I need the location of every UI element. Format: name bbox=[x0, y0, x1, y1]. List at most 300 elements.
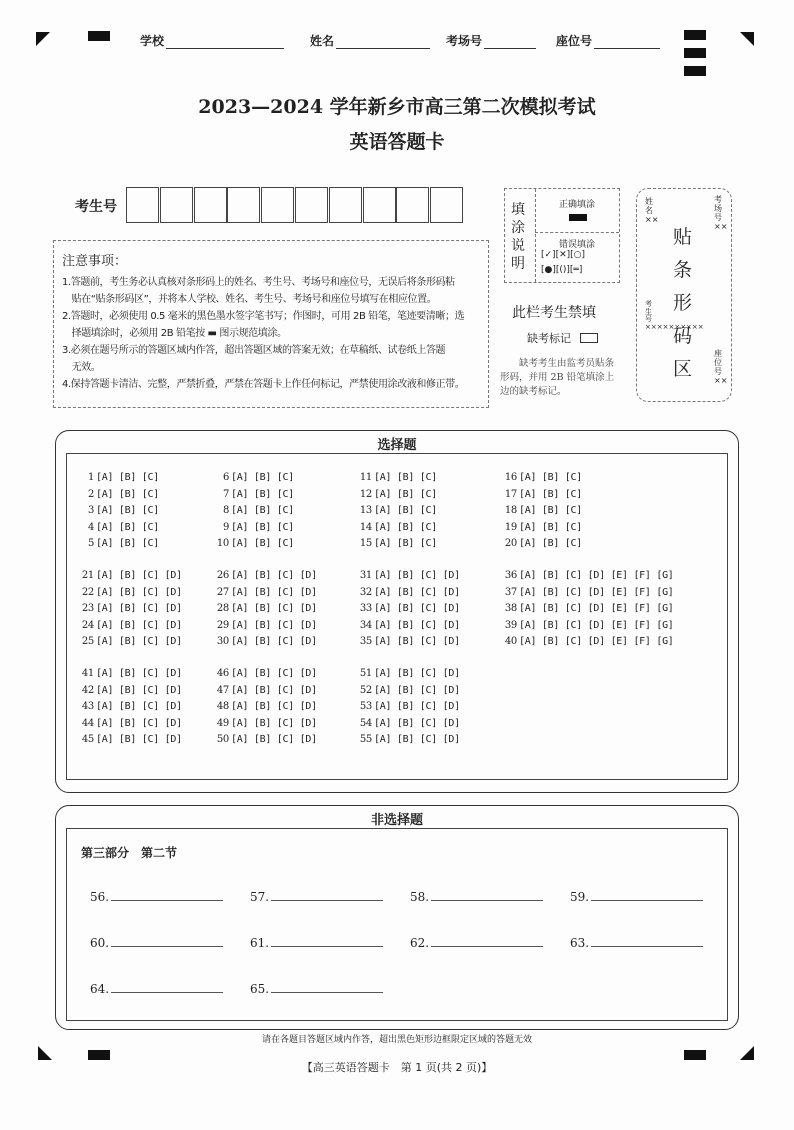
question-22 bbox=[78, 587, 188, 598]
option-bubble-b[interactable]: [B] bbox=[396, 586, 420, 598]
candidate-id-digit-box[interactable] bbox=[295, 187, 328, 223]
option-bubble-a[interactable]: [A] bbox=[96, 505, 119, 516]
option-bubble-c[interactable]: [C] bbox=[276, 701, 300, 712]
question-number: 48 bbox=[216, 701, 229, 712]
option-bubble-c[interactable]: [C] bbox=[564, 586, 588, 598]
option-bubble-a[interactable]: [A] bbox=[231, 472, 254, 483]
option-bubble-b[interactable]: [B] bbox=[396, 570, 420, 581]
option-bubble-b[interactable]: [B] bbox=[253, 538, 277, 549]
option-bubble-b[interactable]: [B] bbox=[541, 505, 565, 516]
option-bubble-b[interactable]: [B] bbox=[396, 668, 420, 679]
option-bubble-d[interactable]: [D] bbox=[299, 603, 323, 614]
candidate-id-digit-box[interactable] bbox=[126, 187, 159, 223]
option-bubble-c[interactable]: [C] bbox=[419, 734, 443, 745]
option-bubble-a[interactable]: [A] bbox=[231, 521, 254, 533]
option-bubble-b[interactable]: [B] bbox=[118, 717, 142, 729]
question-number: 42 bbox=[81, 684, 94, 696]
option-bubble-a[interactable]: [A] bbox=[96, 488, 119, 500]
option-bubble-c[interactable]: [C] bbox=[276, 734, 300, 745]
option-bubble-d[interactable]: [D] bbox=[442, 717, 466, 729]
option-bubble-c[interactable]: [C] bbox=[141, 538, 165, 549]
fill-guide bbox=[504, 188, 620, 283]
blank-number: 64. bbox=[90, 982, 110, 996]
answer-line[interactable] bbox=[111, 992, 223, 993]
option-bubble-b[interactable]: [B] bbox=[253, 668, 277, 679]
candidate-id-label: 考生号 bbox=[75, 199, 117, 215]
barcode-label: 贴条形码区 bbox=[673, 226, 693, 380]
answer-line[interactable] bbox=[111, 946, 223, 947]
absent-heading: 此栏考生禁填 bbox=[512, 305, 596, 321]
answer-blank-59[interactable] bbox=[570, 890, 703, 904]
option-bubble-a[interactable]: [A] bbox=[231, 505, 254, 516]
option-bubble-c[interactable]: [C] bbox=[276, 619, 300, 631]
option-bubble-c[interactable]: [C] bbox=[141, 521, 165, 533]
option-bubble-b[interactable]: [B] bbox=[118, 488, 142, 500]
option-bubble-c[interactable]: [C] bbox=[276, 521, 300, 533]
option-bubble-c[interactable]: [C] bbox=[141, 717, 165, 729]
option-bubble-d[interactable]: [D] bbox=[442, 684, 466, 696]
option-bubble-c[interactable]: [C] bbox=[276, 636, 300, 647]
option-bubble-c[interactable]: [C] bbox=[276, 668, 300, 679]
option-bubble-a[interactable]: [A] bbox=[231, 668, 254, 679]
option-bubble-d[interactable]: [D] bbox=[587, 636, 611, 647]
notes-item: 3.必须在题号所示的答题区域内作答，超出答题区域的答案无效；在草稿纸、试卷纸上答题 bbox=[62, 345, 446, 356]
option-bubble-a[interactable]: [A] bbox=[231, 488, 254, 500]
option-bubble-c[interactable]: [C] bbox=[276, 684, 300, 696]
option-bubble-d[interactable]: [D] bbox=[442, 668, 466, 679]
field-label: 考场号 bbox=[446, 34, 483, 48]
option-bubble-a[interactable]: [A] bbox=[96, 668, 119, 679]
question-number: 33 bbox=[359, 603, 372, 614]
option-bubble-c[interactable]: [C] bbox=[141, 505, 165, 516]
option-bubble-d[interactable]: [D] bbox=[164, 570, 188, 581]
option-bubble-b[interactable]: [B] bbox=[253, 619, 277, 631]
barcode-name: 姓名×× bbox=[645, 197, 659, 224]
option-bubble-a[interactable]: [A] bbox=[374, 619, 397, 631]
option-bubble-b[interactable]: [B] bbox=[118, 684, 142, 696]
option-bubble-c[interactable]: [C] bbox=[419, 717, 443, 729]
school-field[interactable] bbox=[140, 32, 284, 49]
option-bubble-d[interactable]: [D] bbox=[164, 668, 188, 679]
option-bubble-c[interactable]: [C] bbox=[276, 472, 300, 483]
answer-blank-62[interactable] bbox=[410, 936, 543, 950]
option-bubble-c[interactable]: [C] bbox=[564, 488, 588, 500]
option-bubble-b[interactable]: [B] bbox=[396, 521, 420, 533]
option-bubble-b[interactable]: [B] bbox=[396, 701, 420, 712]
option-bubble-b[interactable]: [B] bbox=[118, 570, 142, 581]
option-bubble-d[interactable]: [D] bbox=[164, 619, 188, 631]
part-label: 第三部分 第二节 bbox=[81, 846, 178, 860]
notes-item: 4.保持答题卡清洁、完整，严禁折叠，严禁在答题卡上作任何标记，严禁使用涂改液和修正带。 bbox=[62, 379, 465, 390]
timing-mark bbox=[88, 31, 110, 41]
option-bubble-d[interactable]: [D] bbox=[164, 586, 188, 598]
question-31 bbox=[356, 570, 466, 581]
option-bubble-b[interactable]: [B] bbox=[253, 636, 277, 647]
option-bubble-b[interactable]: [B] bbox=[118, 505, 142, 516]
option-bubble-d[interactable]: [D] bbox=[164, 734, 188, 745]
option-bubble-c[interactable]: [C] bbox=[419, 603, 443, 614]
option-bubble-a[interactable]: [A] bbox=[96, 538, 119, 549]
option-bubble-c[interactable]: [C] bbox=[141, 570, 165, 581]
option-bubble-b[interactable]: [B] bbox=[396, 505, 420, 516]
option-bubble-b[interactable]: [B] bbox=[118, 734, 142, 745]
option-bubble-d[interactable]: [D] bbox=[442, 734, 466, 745]
option-bubble-a[interactable]: [A] bbox=[374, 701, 397, 712]
option-bubble-c[interactable]: [C] bbox=[564, 521, 588, 533]
option-bubble-d[interactable]: [D] bbox=[442, 570, 466, 581]
option-bubble-d[interactable]: [D] bbox=[299, 684, 323, 696]
question-5 bbox=[78, 538, 165, 549]
answer-blank-65[interactable] bbox=[250, 982, 383, 996]
option-bubble-c[interactable]: [C] bbox=[419, 570, 443, 581]
option-bubble-b[interactable]: [B] bbox=[253, 734, 277, 745]
option-bubble-g[interactable]: [G] bbox=[656, 570, 680, 581]
option-bubble-c[interactable]: [C] bbox=[419, 684, 443, 696]
option-bubble-c[interactable]: [C] bbox=[141, 619, 165, 631]
answer-blank-57[interactable] bbox=[250, 890, 383, 904]
question-number: 21 bbox=[81, 570, 94, 581]
option-bubble-b[interactable]: [B] bbox=[396, 603, 420, 614]
option-bubble-d[interactable]: [D] bbox=[299, 717, 323, 729]
option-bubble-a[interactable]: [A] bbox=[231, 734, 254, 745]
option-bubble-b[interactable]: [B] bbox=[541, 488, 565, 500]
option-bubble-a[interactable]: [A] bbox=[519, 570, 542, 581]
option-bubble-d[interactable]: [D] bbox=[299, 619, 323, 631]
option-bubble-d[interactable]: [D] bbox=[587, 603, 611, 614]
option-bubble-f[interactable]: [F] bbox=[633, 586, 657, 598]
option-bubble-a[interactable]: [A] bbox=[519, 505, 542, 516]
candidate-id-digit-box[interactable] bbox=[363, 187, 396, 223]
candidate-id-digit-box[interactable] bbox=[160, 187, 193, 223]
option-bubble-g[interactable]: [G] bbox=[656, 636, 680, 647]
option-bubble-c[interactable]: [C] bbox=[276, 538, 300, 549]
option-bubble-b[interactable]: [B] bbox=[541, 586, 565, 598]
option-bubble-b[interactable]: [B] bbox=[396, 684, 420, 696]
option-bubble-c[interactable]: [C] bbox=[276, 488, 300, 500]
option-bubble-g[interactable]: [G] bbox=[656, 619, 680, 631]
option-bubble-b[interactable]: [B] bbox=[396, 717, 420, 729]
option-bubble-c[interactable]: [C] bbox=[419, 586, 443, 598]
candidate-id-digit-box[interactable] bbox=[194, 187, 227, 223]
option-bubble-d[interactable]: [D] bbox=[164, 603, 188, 614]
option-bubble-d[interactable]: [D] bbox=[442, 603, 466, 614]
option-bubble-b[interactable]: [B] bbox=[253, 505, 277, 516]
question-4 bbox=[78, 522, 165, 533]
option-bubble-f[interactable]: [F] bbox=[633, 603, 657, 614]
question-number: 10 bbox=[216, 538, 229, 549]
option-bubble-a[interactable]: [A] bbox=[519, 521, 542, 533]
option-bubble-a[interactable]: [A] bbox=[374, 636, 397, 647]
absent-mark-checkbox[interactable] bbox=[580, 333, 598, 343]
candidate-id-digit-box[interactable] bbox=[396, 187, 429, 223]
option-bubble-c[interactable]: [C] bbox=[141, 586, 165, 598]
answer-line[interactable] bbox=[271, 946, 383, 947]
option-bubble-c[interactable]: [C] bbox=[419, 472, 443, 483]
option-bubble-c[interactable]: [C] bbox=[419, 619, 443, 631]
option-bubble-b[interactable]: [B] bbox=[541, 603, 565, 614]
option-bubble-a[interactable]: [A] bbox=[231, 717, 254, 729]
option-bubble-c[interactable]: [C] bbox=[141, 701, 165, 712]
question-number: 22 bbox=[81, 586, 94, 598]
option-bubble-d[interactable]: [D] bbox=[299, 586, 323, 598]
candidate-id-digit-box[interactable] bbox=[261, 187, 294, 223]
question-15 bbox=[356, 538, 443, 549]
option-bubble-d[interactable]: [D] bbox=[299, 701, 323, 712]
option-bubble-e[interactable]: [E] bbox=[610, 619, 634, 631]
question-number: 45 bbox=[81, 734, 94, 745]
option-bubble-c[interactable]: [C] bbox=[564, 603, 588, 614]
option-bubble-g[interactable]: [G] bbox=[656, 586, 680, 598]
option-bubble-b[interactable]: [B] bbox=[253, 717, 277, 729]
option-bubble-d[interactable]: [D] bbox=[164, 717, 188, 729]
option-bubble-a[interactable]: [A] bbox=[96, 734, 119, 745]
option-bubble-a[interactable]: [A] bbox=[519, 619, 542, 631]
option-bubble-b[interactable]: [B] bbox=[396, 538, 420, 549]
question-10 bbox=[213, 538, 300, 549]
notes-item: 贴在“贴条形码区”，并将本人学校、姓名、考生号、考场号和座位号填写在相应位置。 bbox=[62, 294, 437, 305]
option-bubble-b[interactable]: [B] bbox=[253, 521, 277, 533]
option-bubble-c[interactable]: [C] bbox=[419, 668, 443, 679]
option-bubble-a[interactable]: [A] bbox=[96, 570, 119, 581]
notes-item: 择题填涂时，必须用 2B 铅笔按 ▬ 图示规范填涂。 bbox=[62, 328, 287, 339]
option-bubble-c[interactable]: [C] bbox=[141, 603, 165, 614]
option-bubble-a[interactable]: [A] bbox=[96, 684, 119, 696]
option-bubble-c[interactable]: [C] bbox=[141, 636, 165, 647]
answer-blank-58[interactable] bbox=[410, 890, 543, 904]
option-bubble-a[interactable]: [A] bbox=[231, 701, 254, 712]
question-number: 40 bbox=[504, 636, 517, 647]
answer-blank-64[interactable] bbox=[90, 982, 223, 996]
answer-line[interactable] bbox=[591, 946, 703, 947]
option-bubble-a[interactable]: [A] bbox=[519, 603, 542, 614]
option-bubble-c[interactable]: [C] bbox=[419, 505, 443, 516]
question-7 bbox=[213, 489, 300, 500]
option-bubble-d[interactable]: [D] bbox=[587, 619, 611, 631]
question-3 bbox=[78, 505, 165, 516]
option-bubble-a[interactable]: [A] bbox=[374, 734, 397, 745]
question-number: 13 bbox=[359, 505, 372, 516]
option-bubble-a[interactable]: [A] bbox=[231, 586, 254, 598]
question-47 bbox=[213, 685, 323, 696]
question-25 bbox=[78, 636, 188, 647]
field-label: 姓名 bbox=[310, 34, 335, 48]
option-bubble-b[interactable]: [B] bbox=[541, 570, 565, 581]
option-bubble-d[interactable]: [D] bbox=[442, 701, 466, 712]
answer-line[interactable] bbox=[271, 900, 383, 901]
option-bubble-b[interactable]: [B] bbox=[396, 636, 420, 647]
option-bubble-a[interactable]: [A] bbox=[231, 619, 254, 631]
option-bubble-c[interactable]: [C] bbox=[564, 619, 588, 631]
option-bubble-a[interactable]: [A] bbox=[96, 717, 119, 729]
option-bubble-b[interactable]: [B] bbox=[118, 472, 142, 483]
seat-field[interactable] bbox=[556, 32, 660, 49]
option-bubble-a[interactable]: [A] bbox=[96, 472, 119, 483]
answer-line[interactable] bbox=[591, 900, 703, 901]
option-bubble-b[interactable]: [B] bbox=[396, 488, 420, 500]
option-bubble-c[interactable]: [C] bbox=[141, 472, 165, 483]
option-bubble-f[interactable]: [F] bbox=[633, 636, 657, 647]
candidate-id-digit-box[interactable] bbox=[329, 187, 362, 223]
answer-blank-56[interactable] bbox=[90, 890, 223, 904]
corner-mark bbox=[36, 32, 50, 46]
option-bubble-c[interactable]: [C] bbox=[564, 636, 588, 647]
question-number: 32 bbox=[359, 586, 372, 598]
option-bubble-c[interactable]: [C] bbox=[419, 538, 443, 549]
option-bubble-a[interactable]: [A] bbox=[374, 684, 397, 696]
option-bubble-a[interactable]: [A] bbox=[231, 538, 254, 549]
question-11 bbox=[356, 472, 443, 483]
option-bubble-b[interactable]: [B] bbox=[396, 472, 420, 483]
option-bubble-c[interactable]: [C] bbox=[564, 472, 588, 483]
option-bubble-d[interactable]: [D] bbox=[164, 684, 188, 696]
option-bubble-a[interactable]: [A] bbox=[231, 570, 254, 581]
question-number: 29 bbox=[216, 619, 229, 631]
option-bubble-b[interactable]: [B] bbox=[253, 570, 277, 581]
blank-number: 63. bbox=[570, 936, 590, 950]
option-bubble-b[interactable]: [B] bbox=[541, 521, 565, 533]
option-bubble-b[interactable]: [B] bbox=[118, 668, 142, 679]
question-24 bbox=[78, 620, 188, 631]
question-number: 8 bbox=[222, 505, 229, 516]
barcode-id: 考生号×××××××××× bbox=[645, 300, 704, 331]
option-bubble-b[interactable]: [B] bbox=[118, 538, 142, 549]
answer-line[interactable] bbox=[111, 900, 223, 901]
answer-line[interactable] bbox=[431, 946, 543, 947]
option-bubble-f[interactable]: [F] bbox=[633, 619, 657, 631]
option-bubble-c[interactable]: [C] bbox=[276, 717, 300, 729]
option-bubble-a[interactable]: [A] bbox=[374, 505, 397, 516]
option-bubble-c[interactable]: [C] bbox=[276, 603, 300, 614]
option-bubble-c[interactable]: [C] bbox=[564, 570, 588, 581]
option-bubble-c[interactable]: [C] bbox=[419, 636, 443, 647]
choice-box bbox=[66, 453, 728, 780]
option-bubble-c[interactable]: [C] bbox=[276, 570, 300, 581]
answer-blank-61[interactable] bbox=[250, 936, 383, 950]
option-bubble-a[interactable]: [A] bbox=[374, 668, 397, 679]
option-bubble-c[interactable]: [C] bbox=[141, 488, 165, 500]
option-bubble-a[interactable]: [A] bbox=[96, 586, 119, 598]
option-bubble-b[interactable]: [B] bbox=[118, 586, 142, 598]
option-bubble-a[interactable]: [A] bbox=[374, 488, 397, 500]
option-bubble-a[interactable]: [A] bbox=[374, 717, 397, 729]
question-number: 11 bbox=[359, 472, 372, 483]
option-bubble-a[interactable]: [A] bbox=[96, 619, 119, 631]
option-bubble-c[interactable]: [C] bbox=[564, 505, 588, 516]
option-bubble-e[interactable]: [E] bbox=[610, 570, 634, 581]
option-bubble-a[interactable]: [A] bbox=[231, 603, 254, 614]
option-bubble-a[interactable]: [A] bbox=[96, 603, 119, 614]
option-bubble-c[interactable]: [C] bbox=[276, 586, 300, 598]
option-bubble-a[interactable]: [A] bbox=[96, 636, 119, 647]
answer-blank-60[interactable] bbox=[90, 936, 223, 950]
option-bubble-a[interactable]: [A] bbox=[374, 538, 397, 549]
option-bubble-a[interactable]: [A] bbox=[519, 488, 542, 500]
option-bubble-b[interactable]: [B] bbox=[253, 586, 277, 598]
option-bubble-c[interactable]: [C] bbox=[419, 488, 443, 500]
option-bubble-e[interactable]: [E] bbox=[610, 586, 634, 598]
option-bubble-a[interactable]: [A] bbox=[519, 472, 542, 483]
corner-mark bbox=[740, 32, 754, 46]
option-bubble-a[interactable]: [A] bbox=[374, 586, 397, 598]
option-bubble-d[interactable]: [D] bbox=[299, 570, 323, 581]
option-bubble-c[interactable]: [C] bbox=[419, 521, 443, 533]
option-bubble-c[interactable]: [C] bbox=[141, 684, 165, 696]
option-bubble-c[interactable]: [C] bbox=[276, 505, 300, 516]
option-bubble-d[interactable]: [D] bbox=[299, 734, 323, 745]
option-bubble-b[interactable]: [B] bbox=[253, 488, 277, 500]
option-bubble-d[interactable]: [D] bbox=[587, 586, 611, 598]
barcode-area bbox=[636, 188, 732, 402]
room-field[interactable] bbox=[446, 32, 536, 49]
option-bubble-b[interactable]: [B] bbox=[541, 472, 565, 483]
option-bubble-b[interactable]: [B] bbox=[118, 701, 142, 712]
option-bubble-b[interactable]: [B] bbox=[541, 636, 565, 647]
option-bubble-b[interactable]: [B] bbox=[396, 619, 420, 631]
question-44 bbox=[78, 718, 188, 729]
option-bubble-b[interactable]: [B] bbox=[118, 603, 142, 614]
option-bubble-b[interactable]: [B] bbox=[541, 538, 565, 549]
option-bubble-b[interactable]: [B] bbox=[253, 472, 277, 483]
option-bubble-c[interactable]: [C] bbox=[141, 668, 165, 679]
option-bubble-a[interactable]: [A] bbox=[519, 538, 542, 549]
option-bubble-a[interactable]: [A] bbox=[374, 603, 397, 614]
option-bubble-a[interactable]: [A] bbox=[231, 636, 254, 647]
option-bubble-a[interactable]: [A] bbox=[96, 521, 119, 533]
option-bubble-d[interactable]: [D] bbox=[442, 586, 466, 598]
option-bubble-b[interactable]: [B] bbox=[396, 734, 420, 745]
question-36 bbox=[501, 570, 679, 581]
option-bubble-b[interactable]: [B] bbox=[253, 701, 277, 712]
candidate-id-digit-box[interactable] bbox=[430, 187, 463, 223]
option-bubble-b[interactable]: [B] bbox=[118, 636, 142, 647]
option-bubble-d[interactable]: [D] bbox=[299, 668, 323, 679]
question-52 bbox=[356, 685, 466, 696]
option-bubble-d[interactable]: [D] bbox=[442, 636, 466, 647]
option-bubble-a[interactable]: [A] bbox=[374, 570, 397, 581]
option-bubble-d[interactable]: [D] bbox=[164, 636, 188, 647]
option-bubble-d[interactable]: [D] bbox=[299, 636, 323, 647]
option-bubble-a[interactable]: [A] bbox=[374, 472, 397, 483]
candidate-id-digit-box[interactable] bbox=[227, 187, 260, 223]
option-bubble-b[interactable]: [B] bbox=[253, 684, 277, 696]
option-bubble-b[interactable]: [B] bbox=[118, 619, 142, 631]
option-bubble-c[interactable]: [C] bbox=[141, 734, 165, 745]
option-bubble-c[interactable]: [C] bbox=[564, 538, 588, 549]
question-17 bbox=[501, 489, 588, 500]
option-bubble-a[interactable]: [A] bbox=[374, 521, 397, 533]
option-bubble-g[interactable]: [G] bbox=[656, 603, 680, 614]
option-bubble-f[interactable]: [F] bbox=[633, 570, 657, 581]
answer-line[interactable] bbox=[271, 992, 383, 993]
answer-line[interactable] bbox=[431, 900, 543, 901]
option-bubble-a[interactable]: [A] bbox=[96, 701, 119, 712]
answer-blank-63[interactable] bbox=[570, 936, 703, 950]
option-bubble-b[interactable]: [B] bbox=[118, 521, 142, 533]
question-number: 25 bbox=[81, 636, 94, 647]
option-bubble-a[interactable]: [A] bbox=[231, 684, 254, 696]
option-bubble-b[interactable]: [B] bbox=[541, 619, 565, 631]
option-bubble-e[interactable]: [E] bbox=[610, 603, 634, 614]
option-bubble-a[interactable]: [A] bbox=[519, 636, 542, 647]
option-bubble-a[interactable]: [A] bbox=[519, 586, 542, 598]
option-bubble-e[interactable]: [E] bbox=[610, 636, 634, 647]
option-bubble-c[interactable]: [C] bbox=[419, 701, 443, 712]
option-bubble-d[interactable]: [D] bbox=[442, 619, 466, 631]
option-bubble-d[interactable]: [D] bbox=[587, 570, 611, 581]
option-bubble-d[interactable]: [D] bbox=[164, 701, 188, 712]
name-field[interactable] bbox=[310, 32, 430, 49]
option-bubble-b[interactable]: [B] bbox=[253, 603, 277, 614]
